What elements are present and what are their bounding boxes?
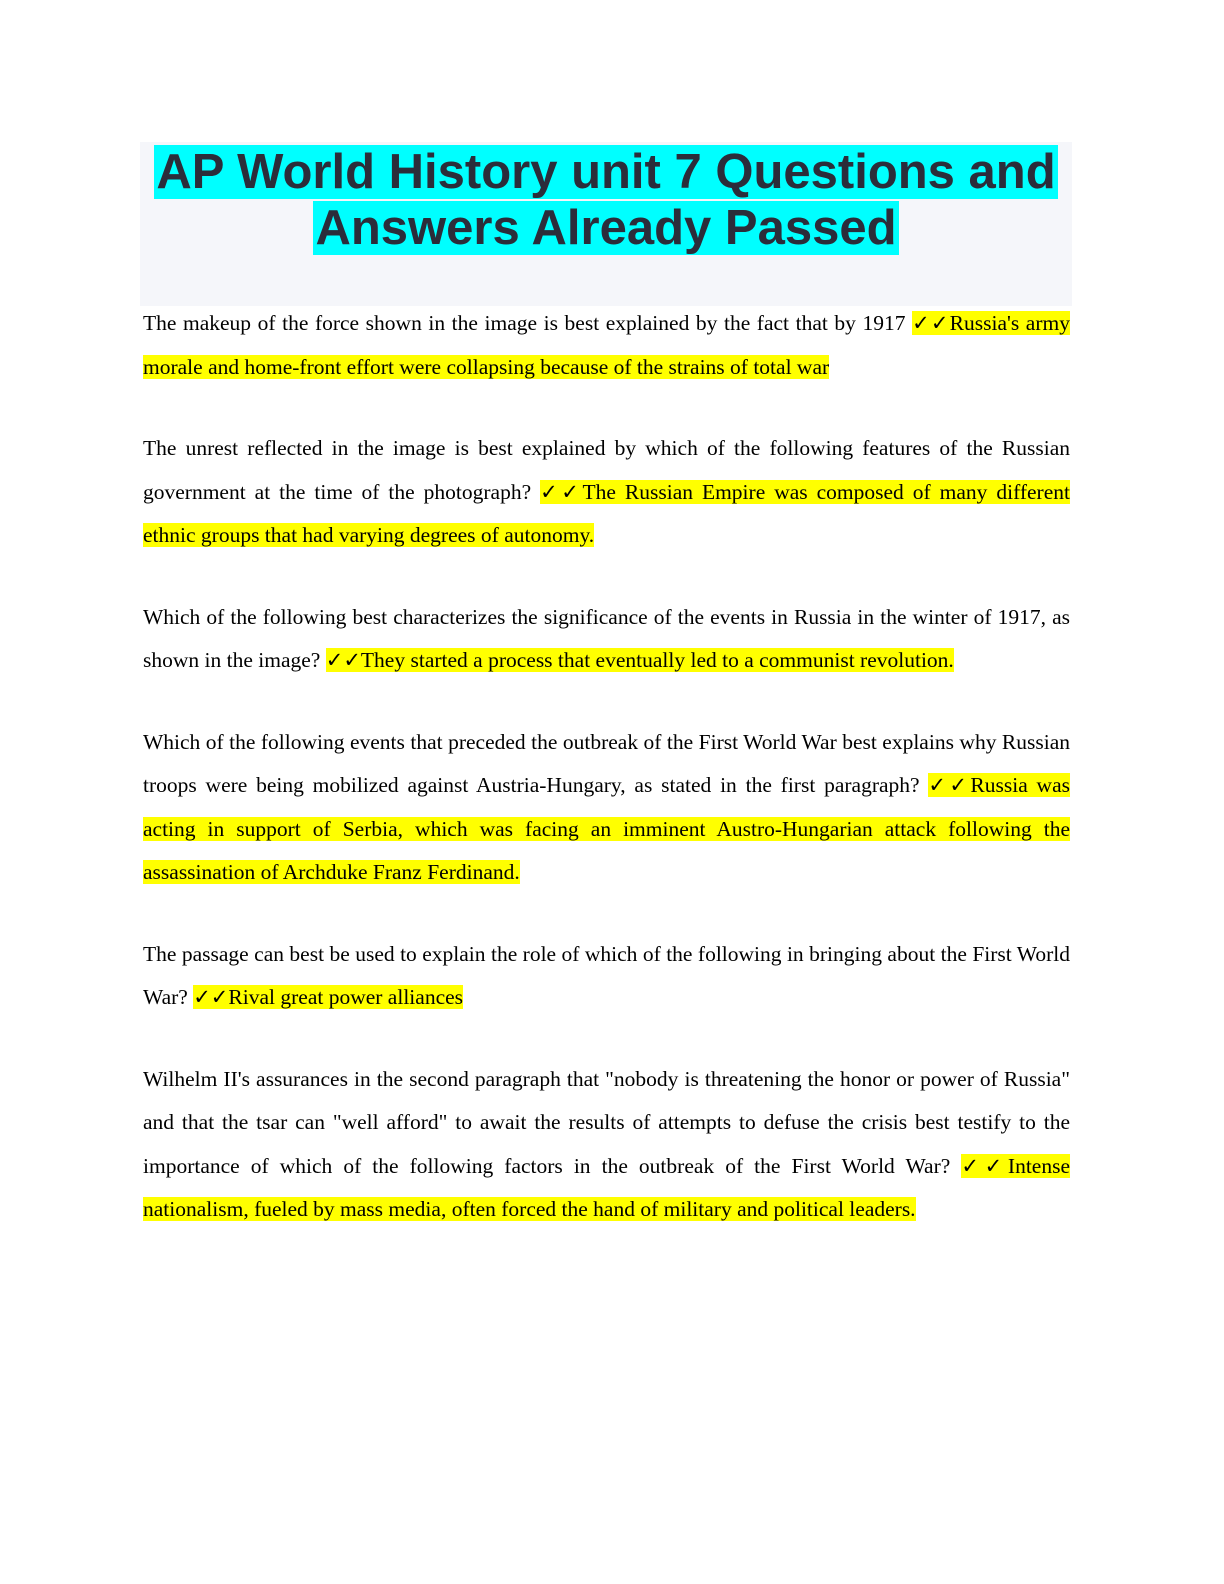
title-block	[140, 142, 1072, 306]
title-line-1: AP World History unit 7 Questions and	[156, 145, 1056, 199]
qa-item	[143, 596, 1070, 683]
answer-text: Russia was acting in support of Serbia, which was facing an imminent Austro-Hungarian attack following the assassination of Archduke Franz Ferdinand.	[143, 773, 1070, 884]
answer-text: They started a process that eventually led to a communist revolution.	[360, 648, 954, 672]
question-text: The unrest reflected in the image is best explained by which of the following features of the Russian government at the time of the photograph?	[143, 436, 1070, 504]
check-mark-icon: ✓✓	[540, 479, 583, 504]
check-mark-icon: ✓✓	[928, 773, 971, 797]
qa-item	[143, 427, 1070, 558]
question-text: Which of the following events that preceded the outbreak of the First World War best explains why Russian troops were being mobilized against Austria-Hungary, as stated in the first paragraph?	[143, 729, 1070, 797]
answer-highlight	[193, 985, 463, 1009]
check-mark-icon: ✓✓	[961, 1153, 1008, 1178]
document-title	[140, 142, 1072, 256]
qa-item	[143, 1058, 1070, 1232]
question-text: Which of the following best characterizes the significance of the events in Russia in the winter of 1917, as shown in the image?	[143, 604, 1070, 672]
answer-text: The Russian Empire was composed of many different ethnic groups that had varying degrees of autonomy.	[143, 479, 1070, 547]
question-text: Wilhelm II's assurances in the second paragraph that "nobody is threatening the honor or power of Russia" and that the tsar can "well afford" to await the results of attempts to defuse the crisis best testify to the importance of which of the following factors in the outbreak of the First World War?	[143, 1066, 1070, 1178]
check-mark-icon: ✓✓	[325, 648, 361, 672]
check-mark-icon: ✓✓	[912, 311, 950, 335]
qa-item	[143, 933, 1070, 1020]
answer-highlight	[326, 648, 954, 672]
check-mark-icon: ✓✓	[193, 985, 229, 1009]
answer-text: Russia's army morale and home-front effort were collapsing because of the strains of total war	[143, 311, 1070, 379]
question-answer-list	[143, 302, 1070, 1232]
question-text: The makeup of the force shown in the image is best explained by the fact that by 1917	[143, 311, 913, 335]
title-line-2: Answers Already Passed	[315, 201, 897, 255]
question-text: The passage can best be used to explain the role of which of the following in bringing about the First World War?	[143, 941, 1070, 1009]
qa-item	[143, 721, 1070, 895]
qa-item	[143, 302, 1070, 389]
answer-text: Rival great power alliances	[228, 985, 464, 1009]
answer-text: Intense nationalism, fueled by mass media, often forced the hand of military and political leaders.	[143, 1153, 1070, 1221]
